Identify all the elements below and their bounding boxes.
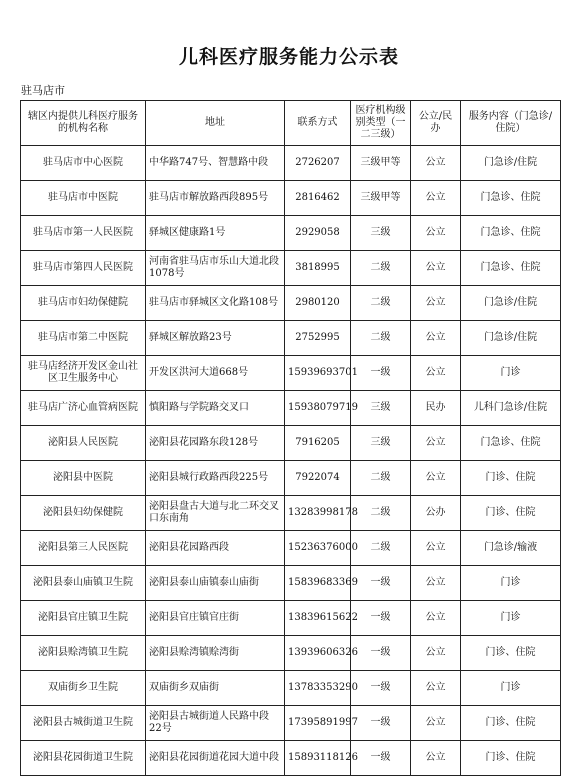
institution-cell: 驻马店市第四人民医院	[21, 251, 146, 286]
table-row	[21, 356, 561, 391]
contact-cell: 15938079719	[285, 391, 351, 426]
contact-cell: 2929058	[285, 216, 351, 251]
table-row	[21, 566, 561, 601]
level-cell: 二级	[351, 286, 411, 321]
table-row	[21, 601, 561, 636]
address-cell: 泌阳县花园路东段128号	[146, 426, 285, 461]
page-title: 儿科医疗服务能力公示表	[178, 46, 399, 68]
ownership-cell: 公立	[411, 286, 461, 321]
institution-cell: 驻马店经济开发区金山社区卫生服务中心	[21, 356, 146, 391]
ownership-cell: 公立	[411, 706, 461, 741]
address-cell: 河南省驻马店市乐山大道北段1078号	[146, 251, 285, 286]
institution-cell: 泌阳县第三人民医院	[21, 531, 146, 566]
table-row	[21, 496, 561, 531]
services-cell: 门诊	[461, 356, 561, 391]
services-cell: 门急诊/住院	[461, 146, 561, 181]
institution-cell: 泌阳县泰山庙镇卫生院	[21, 566, 146, 601]
ownership-cell: 公立	[411, 636, 461, 671]
services-cell: 门诊、住院	[461, 461, 561, 496]
table-row	[21, 426, 561, 461]
level-cell: 三级	[351, 216, 411, 251]
services-cell: 门急诊、住院	[461, 251, 561, 286]
institution-cell: 泌阳县赊湾镇卫生院	[21, 636, 146, 671]
header-ownership: 公立/民办	[411, 101, 461, 146]
institution-cell: 泌阳县官庄镇卫生院	[21, 601, 146, 636]
contact-cell: 2980120	[285, 286, 351, 321]
table-row	[21, 741, 561, 776]
level-cell: 一级	[351, 601, 411, 636]
ownership-cell: 公立	[411, 671, 461, 706]
ownership-cell: 公立	[411, 321, 461, 356]
institution-cell: 泌阳县古城街道卫生院	[21, 706, 146, 741]
services-cell: 门诊、住院	[461, 741, 561, 776]
ownership-cell: 公立	[411, 181, 461, 216]
ownership-cell: 公立	[411, 216, 461, 251]
address-cell: 泌阳县赊湾镇赊湾街	[146, 636, 285, 671]
ownership-cell: 公立	[411, 566, 461, 601]
level-cell: 一级	[351, 566, 411, 601]
address-cell: 开发区洪河大道668号	[146, 356, 285, 391]
table-row	[21, 706, 561, 741]
address-cell: 泌阳县泰山庙镇泰山庙街	[146, 566, 285, 601]
ownership-cell: 民办	[411, 391, 461, 426]
header-services: 服务内容（门急诊/住院）	[461, 101, 561, 146]
table-header-row	[21, 101, 561, 146]
address-cell: 泌阳县花园街道花园大道中段	[146, 741, 285, 776]
address-cell: 泌阳县官庄镇官庄街	[146, 601, 285, 636]
services-cell: 门诊、住院	[461, 706, 561, 741]
ownership-cell: 公立	[411, 251, 461, 286]
address-cell: 慎阳路与学院路交叉口	[146, 391, 285, 426]
address-cell: 驿城区健康路1号	[146, 216, 285, 251]
table-row	[21, 671, 561, 706]
header-institution: 辖区内提供儿科医疗服务的机构名称	[21, 101, 146, 146]
services-cell: 门诊	[461, 566, 561, 601]
contact-cell: 7922074	[285, 461, 351, 496]
level-cell: 二级	[351, 251, 411, 286]
services-cell: 儿科门急诊/住院	[461, 391, 561, 426]
ownership-cell: 公立	[411, 601, 461, 636]
table-row	[21, 321, 561, 356]
level-cell: 二级	[351, 321, 411, 356]
ownership-cell: 公立	[411, 531, 461, 566]
contact-cell: 13283998178	[285, 496, 351, 531]
level-cell: 一级	[351, 671, 411, 706]
level-cell: 二级	[351, 496, 411, 531]
services-cell: 门急诊/住院	[461, 286, 561, 321]
institution-cell: 驻马店广济心血管病医院	[21, 391, 146, 426]
institution-cell: 泌阳县人民医院	[21, 426, 146, 461]
institution-cell: 双庙街乡卫生院	[21, 671, 146, 706]
contact-cell: 13839615622	[285, 601, 351, 636]
table-row	[21, 251, 561, 286]
institution-cell: 泌阳县花园街道卫生院	[21, 741, 146, 776]
table-row	[21, 391, 561, 426]
level-cell: 二级	[351, 531, 411, 566]
services-cell: 门急诊/住院	[461, 321, 561, 356]
institution-cell: 驻马店市第一人民医院	[21, 216, 146, 251]
services-cell: 门急诊、住院	[461, 216, 561, 251]
contact-cell: 13939606326	[285, 636, 351, 671]
contact-cell: 2726207	[285, 146, 351, 181]
table-row	[21, 216, 561, 251]
institution-cell: 泌阳县中医院	[21, 461, 146, 496]
institution-cell: 驻马店市中心医院	[21, 146, 146, 181]
header-address: 地址	[146, 101, 285, 146]
ownership-cell: 公立	[411, 356, 461, 391]
level-cell: 一级	[351, 706, 411, 741]
contact-cell: 2752995	[285, 321, 351, 356]
contact-cell: 15839683369	[285, 566, 351, 601]
contact-cell: 13783353290	[285, 671, 351, 706]
address-cell: 泌阳县古城街道人民路中段22号	[146, 706, 285, 741]
level-cell: 三级甲等	[351, 146, 411, 181]
table-row	[21, 286, 561, 321]
address-cell: 双庙街乡双庙街	[146, 671, 285, 706]
services-cell: 门诊、住院	[461, 636, 561, 671]
ownership-cell: 公立	[411, 426, 461, 461]
contact-cell: 7916205	[285, 426, 351, 461]
ownership-cell: 公办	[411, 496, 461, 531]
contact-cell: 2816462	[285, 181, 351, 216]
level-cell: 二级	[351, 461, 411, 496]
institution-cell: 驻马店市第二中医院	[21, 321, 146, 356]
address-cell: 中华路747号、智慧路中段	[146, 146, 285, 181]
header-level: 医疗机构级别类型（一二三级）	[351, 101, 411, 146]
table-row	[21, 181, 561, 216]
contact-cell: 17395891997	[285, 706, 351, 741]
address-cell: 驻马店市驿城区文化路108号	[146, 286, 285, 321]
contact-cell: 15893118126	[285, 741, 351, 776]
institution-cell: 泌阳县妇幼保健院	[21, 496, 146, 531]
header-contact: 联系方式	[285, 101, 351, 146]
ownership-cell: 公立	[411, 461, 461, 496]
table-row	[21, 461, 561, 496]
level-cell: 三级甲等	[351, 181, 411, 216]
level-cell: 三级	[351, 426, 411, 461]
address-cell: 泌阳县盘古大道与北二环交叉口东南角	[146, 496, 285, 531]
ownership-cell: 公立	[411, 741, 461, 776]
services-cell: 门急诊、住院	[461, 426, 561, 461]
level-cell: 三级	[351, 391, 411, 426]
level-cell: 一级	[351, 356, 411, 391]
address-cell: 驻马店市解放路西段895号	[146, 181, 285, 216]
city-label: 驻马店市	[21, 84, 65, 97]
hospital-table	[20, 100, 561, 776]
ownership-cell: 公立	[411, 146, 461, 181]
address-cell: 泌阳县城行政路西段225号	[146, 461, 285, 496]
address-cell: 泌阳县花园路西段	[146, 531, 285, 566]
table-row	[21, 531, 561, 566]
contact-cell: 3818995	[285, 251, 351, 286]
contact-cell: 15236376000	[285, 531, 351, 566]
table-row	[21, 636, 561, 671]
table-row	[21, 146, 561, 181]
address-cell: 驿城区解放路23号	[146, 321, 285, 356]
level-cell: 一级	[351, 636, 411, 671]
services-cell: 门诊	[461, 671, 561, 706]
services-cell: 门急诊、住院	[461, 181, 561, 216]
institution-cell: 驻马店市中医院	[21, 181, 146, 216]
institution-cell: 驻马店市妇幼保健院	[21, 286, 146, 321]
level-cell: 一级	[351, 741, 411, 776]
services-cell: 门急诊/输液	[461, 531, 561, 566]
contact-cell: 15939693701	[285, 356, 351, 391]
services-cell: 门诊、住院	[461, 496, 561, 531]
services-cell: 门诊	[461, 601, 561, 636]
